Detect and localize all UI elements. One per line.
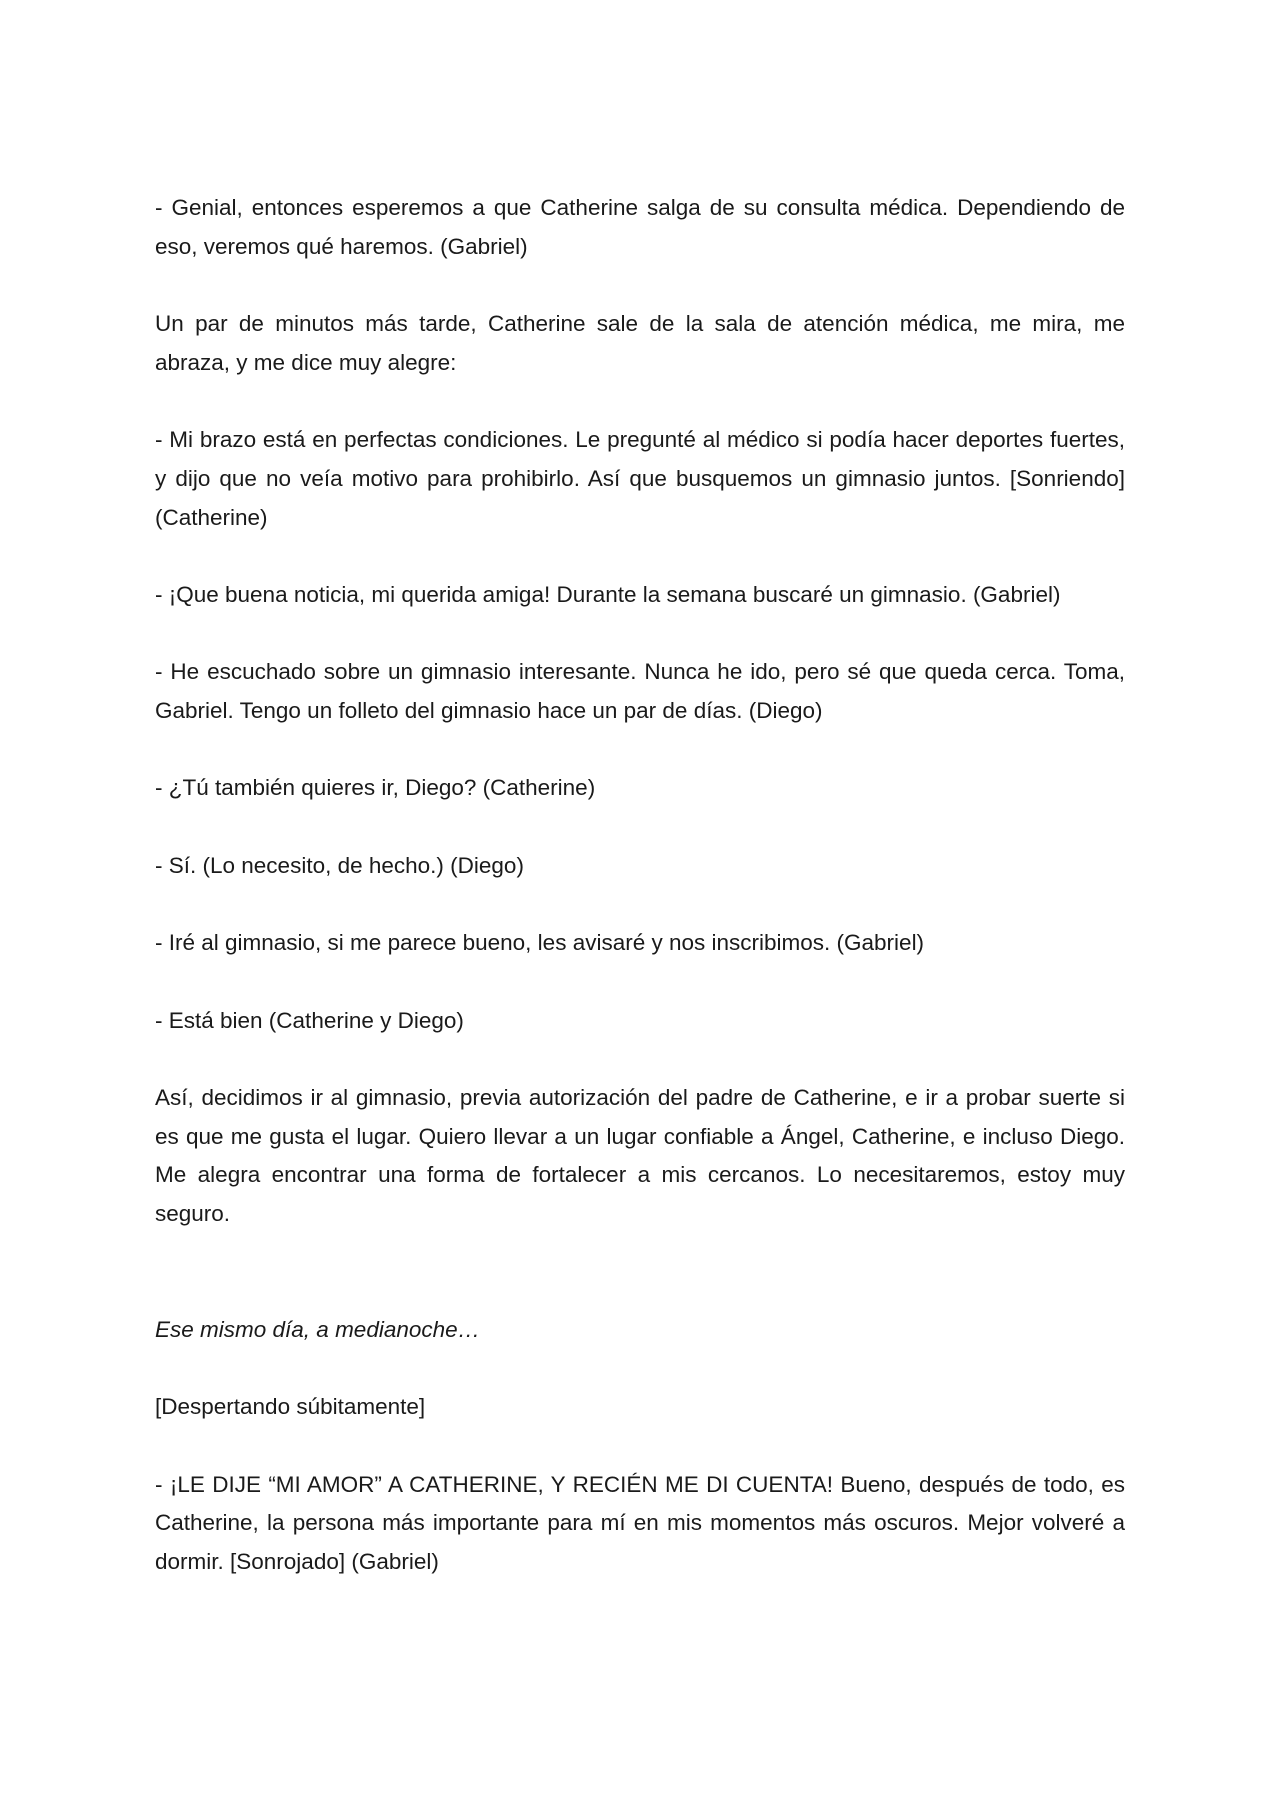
dialogue-paragraph: - ¡Que buena noticia, mi querida amiga! Durante la semana buscaré un gimnasio. (Gabriel) (155, 581, 1061, 607)
dialogue-paragraph: - Iré al gimnasio, si me parece bueno, les avisaré y nos inscribimos. (Gabriel) (155, 930, 925, 956)
dialogue-paragraph: - ¿Tú también quieres ir, Diego? (Catherine) (155, 775, 596, 801)
dialogue-paragraph: - Mi brazo está en perfectas condiciones. Le pregunté al médico si podía hacer deportes fuertes, y dijo que no veía motivo para prohibirlo. Así que busquemos un gimnasio juntos. [Sonriendo] (Catherine) (155, 427, 1125, 530)
narration-paragraph: Un par de minutos más tarde, Catherine sale de la sala de atención médica, me mira, me abraza, y me dice muy alegre: (155, 311, 1125, 375)
dialogue-paragraph: - Genial, entonces esperemos a que Catherine salga de su consulta médica. Dependiendo de eso, veremos qué haremos. (Gabriel) (155, 195, 1125, 259)
document-body (155, 189, 1125, 1620)
dialogue-paragraph: - Sí. (Lo necesito, de hecho.) (Diego) (155, 852, 524, 878)
dialogue-paragraph: - ¡LE DIJE “MI AMOR” A CATHERINE, Y RECIÉN ME DI CUENTA! Bueno, después de todo, es Catherine, la persona más importante para mí en mis momentos más oscuros. Mejor volveré a dormir. [Sonrojado] (Gabriel) (155, 1471, 1125, 1575)
scene-transition: Ese mismo día, a medianoche… (155, 1316, 481, 1342)
dialogue-paragraph: - Está bien (Catherine y Diego) (155, 1007, 464, 1033)
narration-paragraph: Así, decidimos ir al gimnasio, previa autorización del padre de Catherine, e ir a probar suerte si es que me gusta el lugar. Quiero llevar a un lugar confiable a Ángel, Catherine, e incluso Diego. Me alegra encontrar una forma de fortalecer a mis cercanos. Lo necesitaremos, estoy muy seguro. (155, 1085, 1125, 1227)
stage-direction: [Despertando súbitamente] (155, 1394, 426, 1420)
dialogue-paragraph: - He escuchado sobre un gimnasio interesante. Nunca he ido, pero sé que queda cerca. Toma, Gabriel. Tengo un folleto del gimnasio hace un par de días. (Diego) (155, 659, 1125, 724)
